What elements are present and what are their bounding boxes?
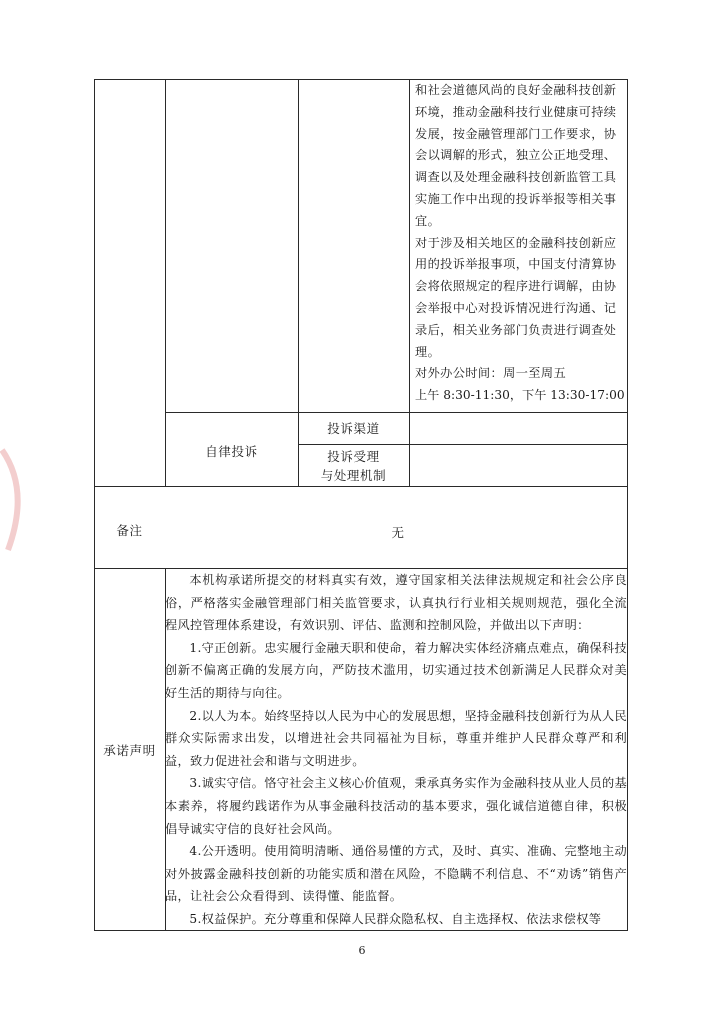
row-divider-channel-bottom: [298, 444, 628, 445]
remarks-label: 备注: [116, 523, 143, 538]
complaint-channel-label: 投诉渠道: [327, 421, 380, 436]
commitment-paragraph: 5.权益保护。充分尊重和保障人民群众隐私权、自主选择权、依法求偿权等: [189, 911, 602, 926]
row-divider-self-discipline-top: [165, 412, 628, 413]
row-divider-remarks-top: [94, 486, 628, 487]
commitment-paragraph: 4.公开透明。使用简明清晰、通俗易懂的方式，及时、真实、准确、完整地主动对外披露金融科技创新的功能实质和潜在风险，不隐瞒不利信息、不“劝诱”销售产品，让社会公众看得到、读得懂、能监督。: [165, 844, 627, 904]
commitment-declaration: [165, 569, 627, 931]
commitment-paragraph: 3.诚实守信。恪守社会主义核心价值观，秉承真务实作为金融科技从业人员的基本素养，将履约践诺作为从事金融科技活动的基本要求，强化诚信道德自律，积极倡导诚实守信的良好社会风尚。: [165, 776, 627, 836]
text-line: 和社会道德风尚的良好金融科技创新: [415, 83, 617, 97]
text-line: 会以调解的形式，独立公正地受理、: [415, 148, 617, 163]
seal-stamp-fragment: [0, 440, 60, 560]
text-line: 环境，推动金融科技行业健康可持续: [415, 104, 617, 119]
complaint-mechanism-label: [298, 447, 409, 485]
text-line: 宜。: [415, 213, 441, 228]
complaint-mechanism-line1: 投诉受理: [327, 449, 380, 464]
column-divider-1: [165, 79, 166, 487]
text-line: 会举报中心对投诉情况进行沟通、记: [415, 300, 617, 315]
text-line: 用的投诉举报事项，中国支付清算协: [415, 257, 617, 272]
table-left-border: [94, 79, 95, 931]
text-line: 会将依照规定的程序进行调解，由协: [415, 279, 617, 294]
commitment-paragraph: 2.以人为本。始终坚持以人民为中心的发展思想，坚持金融科技创新行为从人民群众实际需求出发，以增进社会共同福祉为目标，尊重并维护人民群众尊严和利益，致力促进社会和谐与文明进步。: [165, 708, 627, 768]
commitment-paragraph: 本机构承诺所提交的材料真实有效，遵守国家相关法律法规规定和社会公序良俗，严格落实金融管理部门相关监管要求，认真执行行业相关规则规范，强化全流程风控管理体系建设，有效识别、评估、监测和控制风险，并做出以下声明：: [165, 573, 627, 633]
text-line: 对外办公时间：周一至周五: [415, 366, 567, 381]
table-right-border: [627, 79, 628, 931]
text-line: 理。: [415, 344, 441, 359]
text-line: 上午 8:30-11:30，下午 13:30-17:00: [415, 388, 625, 403]
commitment-label: 承诺声明: [103, 743, 156, 758]
text-line: 发展，按金融管理部门工作要求，协: [415, 126, 617, 141]
complaint-procedure-text: [415, 80, 627, 407]
text-line: 对于涉及相关地区的金融科技创新应: [415, 235, 617, 250]
column-divider-2: [298, 79, 299, 413]
remarks-value: 无: [391, 525, 405, 540]
text-line: 录后，相关业务部门负责进行调查处: [415, 322, 617, 337]
column-divider-3: [409, 79, 410, 487]
page-number: 6: [358, 944, 366, 957]
self-discipline-complaint-label: 自律投诉: [205, 444, 258, 459]
complaint-mechanism-line2: 与处理机制: [320, 468, 387, 483]
commitment-paragraph: 1.守正创新。忠实履行金融天职和使命，着力解决实体经济痛点难点，确保科技创新不偏离正确的发展方向，严防技术滥用，切实通过技术创新满足人民群众对美好生活的期待与向往。: [165, 640, 627, 700]
text-line: 调查以及处理金融科技创新监管工具: [415, 170, 617, 185]
text-line: 实施工作中出现的投诉举报等相关事: [415, 191, 617, 206]
